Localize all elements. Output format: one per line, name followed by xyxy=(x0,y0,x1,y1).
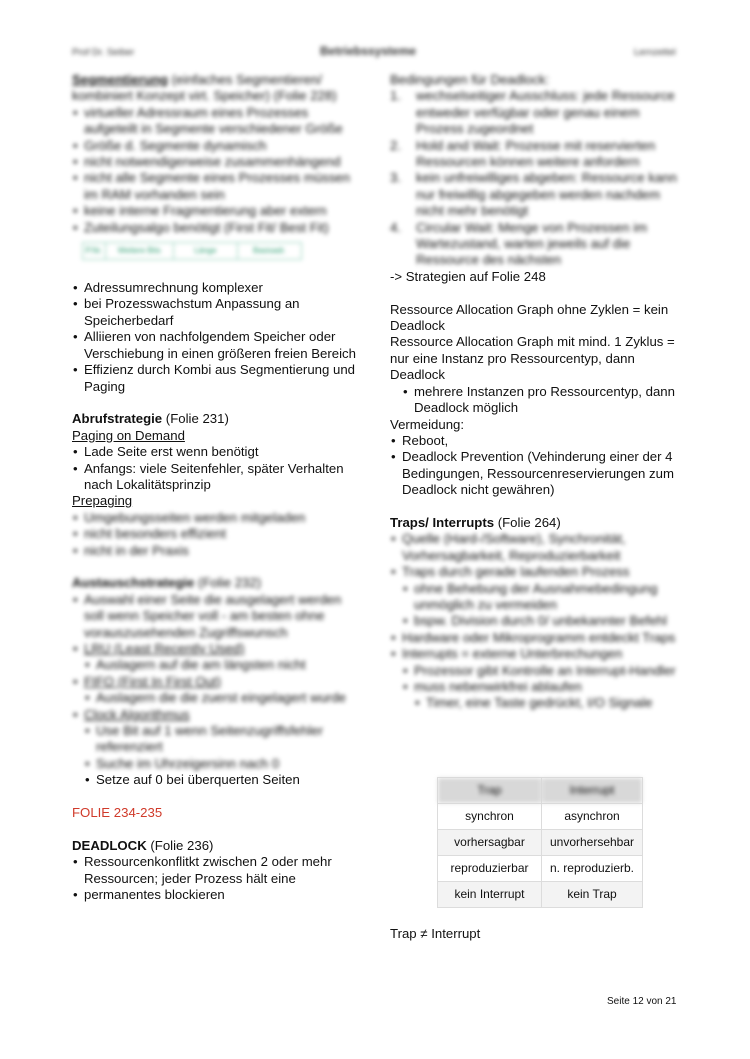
left-column xyxy=(72,72,362,903)
bedingungen-list xyxy=(390,88,682,268)
list-item: • Quelle (Hard-/Software), Synchronität, Vorhersagbarkeit, Reproduzierbarkeit xyxy=(390,531,682,564)
table-cell: kein Trap xyxy=(542,882,643,908)
austauschstrategie-section xyxy=(72,575,362,772)
list-item: • Hardware oder Mikroprogramm entdeckt Traps xyxy=(390,630,682,646)
list-item: • Alliieren von nachfolgendem Speicher oder Verschiebung in einen größeren freien Bereich xyxy=(72,329,362,362)
list-item: • mehrere Instanzen pro Ressourcentyp, dann Deadlock möglich xyxy=(390,384,682,417)
vermeidung-label: Vermeidung: xyxy=(390,416,465,432)
list-item: • Auswahl einer Seite die ausgelagert werden soll wenn Speicher voll - am besten ohne vorauszusehenden Zugriffswunsch xyxy=(72,592,362,641)
abrufstrategie-heading: Abrufstrategie (Folie 231) xyxy=(72,411,229,427)
prepaging-label: Prepaging xyxy=(72,493,133,509)
list-item: • permanentes blockieren xyxy=(72,887,362,903)
page-number: Seite 12 von 21 xyxy=(607,996,677,1007)
list-item: • Zuteilungsalgo benötigt (First Fit/ Best Fit) xyxy=(72,220,362,236)
table-cell: unvorhersehbar xyxy=(542,830,643,856)
list-item: • FIFO (First In First Out) xyxy=(72,674,362,690)
table-cell: vorhersagbar xyxy=(438,830,542,856)
bedingungen-section xyxy=(390,72,682,269)
traps-list xyxy=(390,531,682,711)
prepaging-list xyxy=(72,510,362,559)
header-right: Lernzettel xyxy=(634,47,676,58)
list-item: • Interrupts = externe Unterbrechungen xyxy=(390,646,682,662)
list-item: • Reboot, xyxy=(390,433,682,449)
list-item: • LRU (Least Recently Used) xyxy=(72,641,362,657)
list-item: • keine interne Fragmentierung aber extern xyxy=(72,203,362,219)
paging-on-demand-list xyxy=(72,444,362,493)
austauschstrategie-heading: Austauschstrategie (Folie 232) xyxy=(72,575,262,591)
list-item: 1. wechselseitiger Ausschluss: jede Ressource entweder verfügbar oder genau einem Prozess zugeordnet xyxy=(390,88,675,137)
segmentierung-list xyxy=(72,105,362,236)
list-item: • Ressourcenkonflitkt zwischen 2 oder mehr Ressourcen; jeder Prozess hält eine xyxy=(72,854,362,887)
table-row xyxy=(438,804,643,830)
rag-line-2: Ressource Allocation Graph mit mind. 1 Zyklus = nur eine Instanz pro Ressourcentyp, dann Deadlock xyxy=(390,334,675,383)
list-item: • bspw. Division durch 0/ unbekannter Befehl xyxy=(390,613,682,629)
list-item: • Timer, eine Taste gedrückt, I/O Signale xyxy=(390,695,682,711)
folie-reference: FOLIE 234-235 xyxy=(72,805,163,821)
list-item: • Auslagern auf die am längsten nicht xyxy=(72,657,362,673)
list-item: • Anfangs: viele Seitenfehler, später Verhalten nach Lokalitätsprinzip xyxy=(72,461,362,494)
rag-sub-list xyxy=(390,384,682,417)
nachteile-list xyxy=(72,280,362,395)
list-item: • nicht in der Praxis xyxy=(72,543,362,559)
list-item: • nicht notwendigerweise zusammenhängend xyxy=(72,154,362,170)
table-header-cell: Trap xyxy=(438,778,542,804)
list-item: • Effizienz durch Kombi aus Segmentierung und Paging xyxy=(72,362,362,395)
vermeidung-list xyxy=(390,433,682,499)
trap-neq-interrupt: Trap ≠ Interrupt xyxy=(390,926,481,941)
list-item: • Traps durch gerade laufenden Prozess xyxy=(390,564,682,580)
table-cell: reproduzierbar xyxy=(438,856,542,882)
deadlock-heading: DEADLOCK (Folie 236) xyxy=(72,837,214,853)
list-item: 3. kein unfreiwilliges abgeben: Ressource kann nur freiwillig abgegeben werden nachdem nicht mehr benötigt xyxy=(390,170,677,219)
list-item: 4. Circular Wait: Menge von Prozessen im Wartezustand, warten jeweils auf die Ressource des nächsten xyxy=(390,219,648,268)
list-item: • Deadlock Prevention (Vehinderung einer der 4 Bedingungen, Ressourcenreservierungen zum Deadlock nicht gewähren) xyxy=(390,449,682,498)
bedingungen-heading: Bedingungen für Deadlock: xyxy=(390,72,550,87)
list-item: • Adressumrechnung komplexer xyxy=(72,280,362,296)
header-title: Betriebssysteme xyxy=(320,44,417,58)
segmentierung-section xyxy=(72,72,362,260)
diagram-cell: P.Nr. xyxy=(83,243,106,259)
table-cell: synchron xyxy=(438,804,542,830)
deadlock-list xyxy=(72,854,362,903)
table-row xyxy=(438,856,643,882)
right-column xyxy=(390,72,682,712)
segmentierung-heading: Segmentierung (einfaches Segmentieren/ kombiniert Konzept virt. Speicher) (Folie 228) xyxy=(72,72,337,104)
diagram-cell: Länge xyxy=(174,243,238,259)
table-row xyxy=(438,830,643,856)
table-cell: asynchron xyxy=(542,804,643,830)
table-cell: kein Interrupt xyxy=(438,882,542,908)
trap-interrupt-table xyxy=(437,777,643,908)
segment-address-diagram xyxy=(82,242,302,260)
list-item: • Use Bit auf 1 wenn Seitenzugriffsfehler referenziert xyxy=(72,723,362,756)
list-item: • Clock Algorithmus xyxy=(72,707,362,723)
list-item: • Auslagern die die zuerst eingelagert wurde xyxy=(72,690,362,706)
table-row xyxy=(438,882,643,908)
austausch-list-visible xyxy=(72,772,362,788)
list-item: • Suche im Uhrzeigersinn nach 0 xyxy=(72,756,362,772)
list-item: • Größe d. Segmente dynamisch xyxy=(72,138,362,154)
diagram-cell: Basisadr. xyxy=(253,245,286,255)
list-item: • virtueller Adressraum eines Prozesses aufgeteilt in Segmente verschiedener Größe xyxy=(72,105,362,138)
table-header-row xyxy=(438,778,643,804)
table-cell: n. reproduzierb. xyxy=(542,856,643,882)
paging-on-demand-label: Paging on Demand xyxy=(72,427,185,443)
list-item: • nicht besonders effizient xyxy=(72,526,362,542)
list-item: • Setze auf 0 bei überquerten Seiten xyxy=(72,772,362,788)
austausch-list xyxy=(72,592,362,772)
list-item: • Lade Seite erst wenn benötigt xyxy=(72,444,362,460)
header-author: Prof Dr. Seiber xyxy=(72,47,135,58)
list-item: 2. Hold and Wait: Prozesse mit reservierten Ressourcen können weitere anfordern xyxy=(390,137,656,170)
diagram-cell: Weitere Bits xyxy=(106,243,174,259)
list-item: • Umgebungsseiten werden mitgeladen xyxy=(72,510,362,526)
list-item: • bei Prozesswachstum Anpassung an Speicherbedarf xyxy=(72,296,362,329)
list-item: • Prozessor gibt Kontrolle an Interrupt-Handler xyxy=(390,663,682,679)
rag-line-1: Ressource Allocation Graph ohne Zyklen = kein Deadlock xyxy=(390,301,669,334)
table-header-cell: Interrupt xyxy=(542,778,643,804)
list-item: • ohne Behebung der Ausnahmebedingung unmöglich zu vermeiden xyxy=(390,581,682,614)
traps-heading: Traps/ Interrupts (Folie 264) xyxy=(390,514,561,530)
strategien-note: -> Strategien auf Folie 248 xyxy=(390,268,546,284)
list-item: • nicht alle Segmente eines Prozesses müssen im RAM vorhanden sein xyxy=(72,170,362,203)
list-item: • muss nebenwirkfrei ablaufen xyxy=(390,679,682,695)
